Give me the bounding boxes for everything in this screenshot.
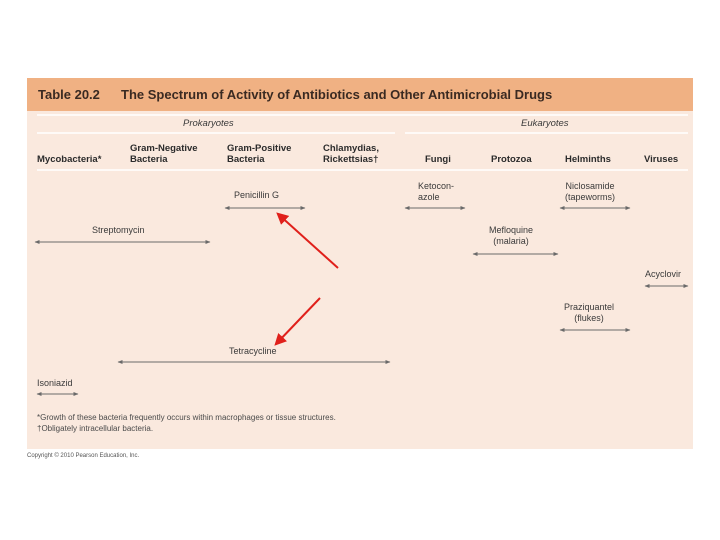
drug-mefloquine: Mefloquine (malaria)	[489, 225, 534, 246]
drug-isoniazid: Isoniazid	[37, 378, 73, 388]
drug-tetracycline: Tetracycline	[229, 346, 277, 356]
drug-ketoconazole: Ketocon- azole	[418, 181, 455, 202]
drug-acyclovir: Acyclovir	[645, 269, 682, 279]
col-protozoa: Protozoa	[491, 154, 532, 165]
col-gram-positive: Gram-Positive Bacteria	[227, 143, 292, 165]
footnote-2: †Obligately intracellular bacteria.	[37, 424, 154, 433]
drug-niclosamide: Niclosamide (tapeworms)	[565, 181, 616, 202]
col-viruses: Viruses	[644, 154, 679, 165]
col-mycobacteria: Mycobacteria*	[37, 154, 102, 165]
col-fungi: Fungi	[425, 154, 451, 165]
col-chlamydias: Chlamydias, Rickettsias†	[323, 143, 379, 165]
drug-streptomycin: Streptomycin	[92, 225, 145, 235]
footnote-1: *Growth of these bacteria frequently occurs within macrophages or tissue structures.	[37, 413, 336, 422]
col-helminths: Helminths	[565, 154, 611, 165]
group-eukaryotes: Eukaryotes	[521, 118, 569, 129]
group-prokaryotes: Prokaryotes	[183, 118, 234, 129]
table-title: The Spectrum of Activity of Antibiotics and Other Antimicrobial Drugs	[121, 87, 553, 102]
drug-penicillin: Penicillin G	[234, 190, 280, 200]
col-gram-negative: Gram-Negative Bacteria	[130, 143, 198, 165]
table-panel	[27, 78, 693, 449]
drug-praziquantel: Praziquantel (flukes)	[564, 302, 615, 323]
copyright: Copyright © 2010 Pearson Education, Inc.	[27, 453, 140, 459]
table-number: Table 20.2	[38, 87, 100, 102]
